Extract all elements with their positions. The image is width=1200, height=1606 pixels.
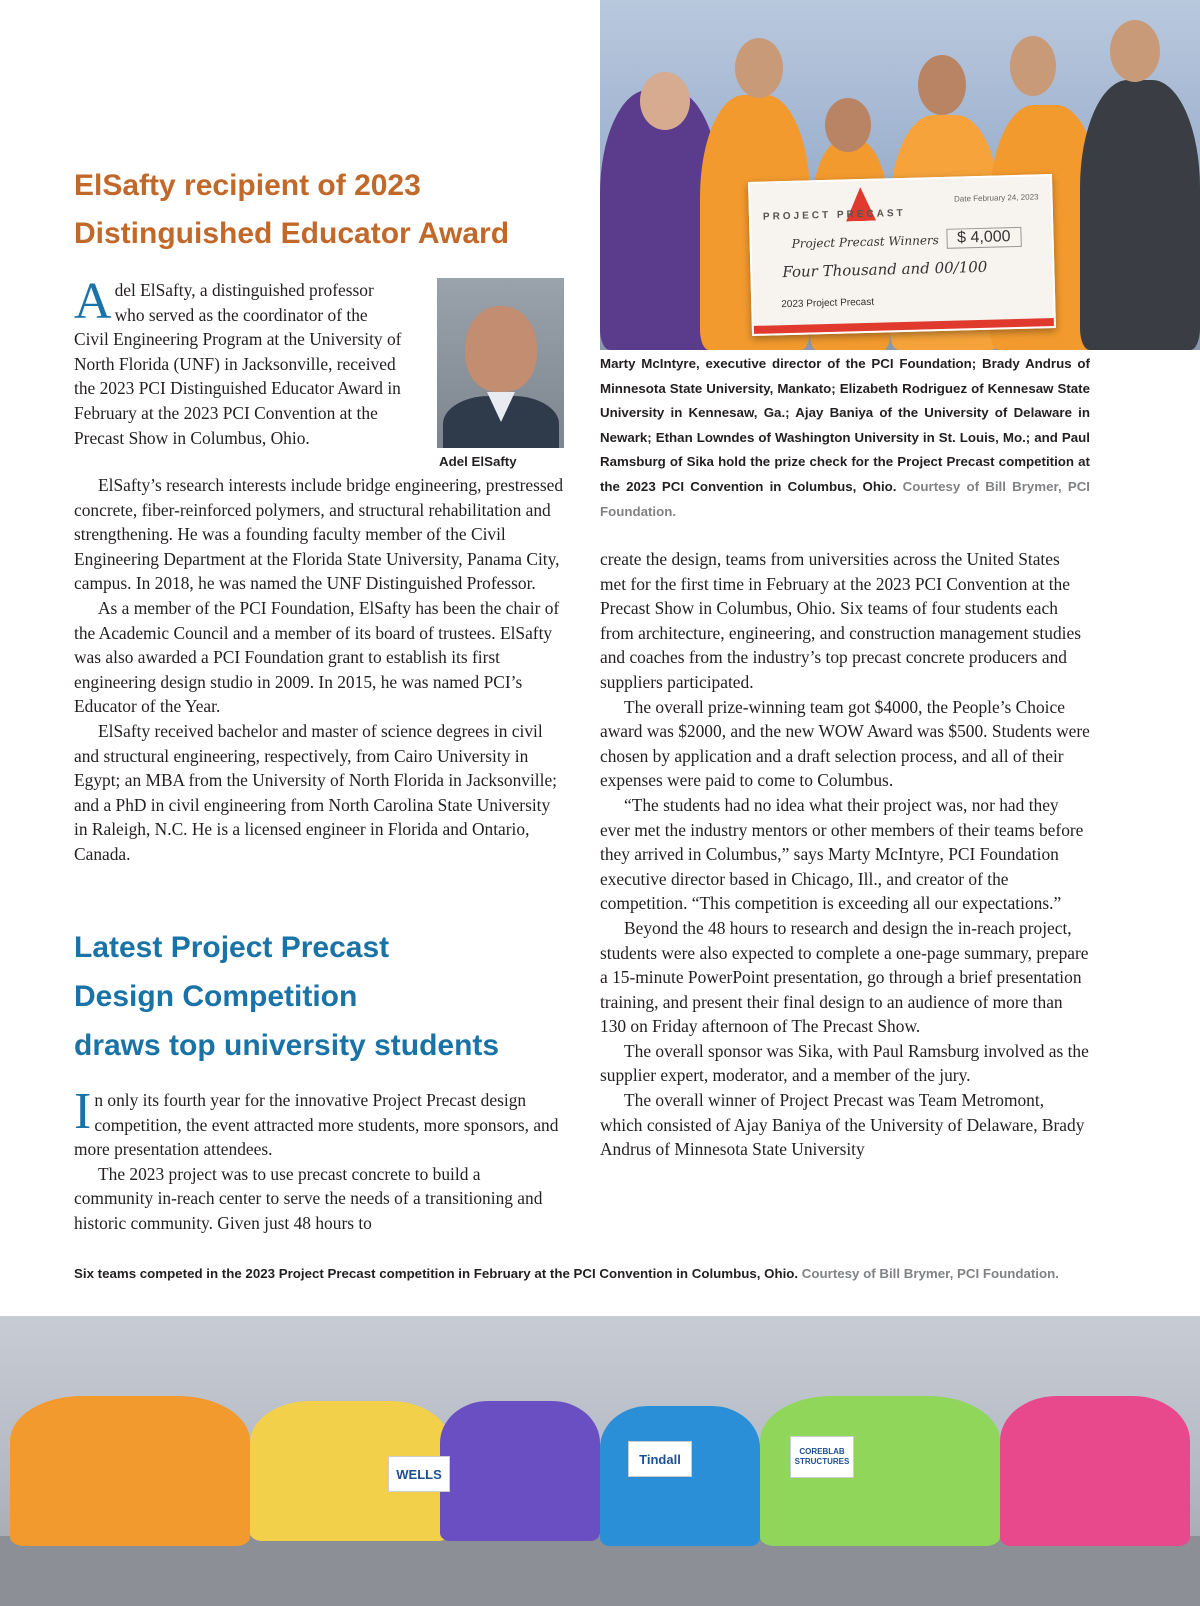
check-brand: PROJECT PRECAST [762,207,906,223]
article2-p7: The overall winner of Project Precast was Team Metromont, which consisted of Ajay Baniya of the University of Delaware, Brady Andrus of Minnesota State University [600,1090,1085,1160]
article2-p4: “The students had no idea what their project was, nor had they ever met the industry mentors or other members of their teams before they arrived in Columbus,” says Marty McIntyre, PCI Foundation executive director based in Chicago, Ill., and creator of the competition. “This competition is exceeding all our expectations.” [600,794,1084,914]
team-pink [1000,1396,1190,1546]
article1-title-line2: Distinguished Educator Award [74,217,510,250]
person-head [1110,20,1160,82]
bottom-photo-caption [74,1262,1090,1287]
article1-p1 [74,273,404,450]
elsafty-portrait [437,278,564,448]
article2-body-right [600,547,1090,1162]
article2-body-left [74,1083,564,1236]
article1-p1-text: del ElSafty, a distinguished professor who served as the coordinator of the Civil Engineering Program at the University of North Florida (UNF) in Jacksonville, received the 2023 PCI Distinguished Educator Award in February at the 2023 PCI Convention at the Precast Show in Columbus, Ohio. [74,280,402,448]
award-check-photo [600,0,1200,350]
top-photo-caption [600,352,1090,524]
prize-check [748,174,1056,336]
person-head [640,72,690,130]
check-amount-words: Four Thousand and 00/100 [782,257,988,282]
article2-p1-text: n only its fourth year for the innovative Project Precast design competition, the event attracted more students, more sponsors, and more presentation attendees. [74,1090,559,1160]
bottom-photo-caption-text: Six teams competed in the 2023 Project Precast competition in February at the PCI Convention in Columbus, Ohio. [74,1266,799,1281]
article2-title-line3: draws top university students [74,1029,500,1062]
person-head [918,55,966,115]
article2-p3: The overall prize-winning team got $4000, the People’s Choice award was $2000, and the new WOW Award was $500. Students were chosen by application and a draft selection process, and all of their expenses were paid to come to Columbus. [600,696,1090,791]
person-head [825,98,871,152]
article1-dropcap: A [74,273,112,330]
top-photo-caption-text: Marty McIntyre, executive director of the PCI Foundation; Brady Andrus of Minnesota State University, Mankato; Elizabeth Rodriguez of Kennesaw State University in Kennesaw, Ga.; Ajay Baniya of the University of Delaware in Newark; Ethan Lowndes of Washington University in St. Louis, Mo.; and Paul Ramsburg of Sika hold the prize check for the Project Precast competition at the 2023 PCI Convention in Columbus, Ohio. [600,356,1090,494]
article2-p5: Beyond the 48 hours to research and design the in-reach project, students were also expected to complete a one-page summary, prepare a 15-minute PowerPoint presentation, go through a brief presentation training, and present their final design to an audience of more than 130 on Friday afternoon of The Precast Show. [600,917,1089,1037]
article2-title-line2: Design Competition [74,980,358,1013]
person-head [735,38,783,98]
check-date: Date February 24, 2023 [953,192,1039,204]
check-memo: 2023 Project Precast [781,296,875,311]
article2-dropcap: I [74,1083,92,1140]
portrait-caption: Adel ElSafty [439,454,517,469]
top-photo-credit: Courtesy of Bill Brymer, PCI Foundation. [600,478,1090,519]
floor [0,1536,1200,1606]
person-head [1010,36,1056,96]
article2-p2-right: create the design, teams from universities across the United States met for the first time in February at the 2023 PCI Convention at the Precast Show in Columbus, Ohio. Six teams of four students each from architecture, engineering, and construction management studies and coaches from the industry’s top precast concrete producers and suppliers participated. [600,549,1081,692]
article1-p2: ElSafty’s research interests include bridge engineering, prestressed concrete, fiber-reinforced polymers, and structural rehabilitation and strengthening. He was a founding faculty member of the Civil Engineering Department at the Florida State University, Panama City, campus. In 2018, he was named the UNF Distinguished Professor. [74,475,564,594]
article1-body [74,473,564,867]
article1-title-line1: ElSafty recipient of 2023 [74,169,421,202]
team-orange [10,1396,250,1546]
article1-intro [74,273,404,450]
team-sign-coreslab: COREBLAB STRUCTURES [790,1436,854,1478]
article2-title [74,923,594,1070]
article2-p1 [74,1083,564,1162]
article1-title [74,162,594,258]
article1-p4: ElSafty received bachelor and master of science degrees in civil and structural engineering, respectively, from Cairo University in Egypt; an MBA from the University of North Florida in Jacksonville; and a PhD in civil engineering from North Carolina State University in Raleigh, N.C. He is a licensed engineer in Florida and Ontario, Canada. [74,720,558,864]
portrait-face [465,306,537,392]
team-sign-wells: WELLS [388,1456,450,1492]
bottom-photo-credit: Courtesy of Bill Brymer, PCI Foundation. [801,1266,1059,1281]
article1-p3: As a member of the PCI Foundation, ElSafty has been the chair of the Academic Council and a member of its board of trustees. ElSafty was also awarded a PCI Foundation grant to establish its first engineering design studio in 2009. In 2015, he was named PCI’s Educator of the Year. [74,597,560,717]
person-suit [1080,80,1200,350]
article2-p6: The overall sponsor was Sika, with Paul Ramsburg involved as the supplier expert, moderator, and a member of the jury. [600,1040,1089,1086]
article2-title-line1: Latest Project Precast [74,931,390,964]
group-photo [0,1316,1200,1606]
check-amount: $ 4,000 [946,227,1022,249]
check-payee: Project Precast Winners [791,233,940,251]
team-purple [440,1401,600,1541]
article2-p2-left: The 2023 project was to use precast concrete to build a community in-reach center to serve the needs of a transitioning and historic community. Given just 48 hours to [74,1163,543,1233]
team-sign-tindall: Tindall [628,1441,692,1477]
